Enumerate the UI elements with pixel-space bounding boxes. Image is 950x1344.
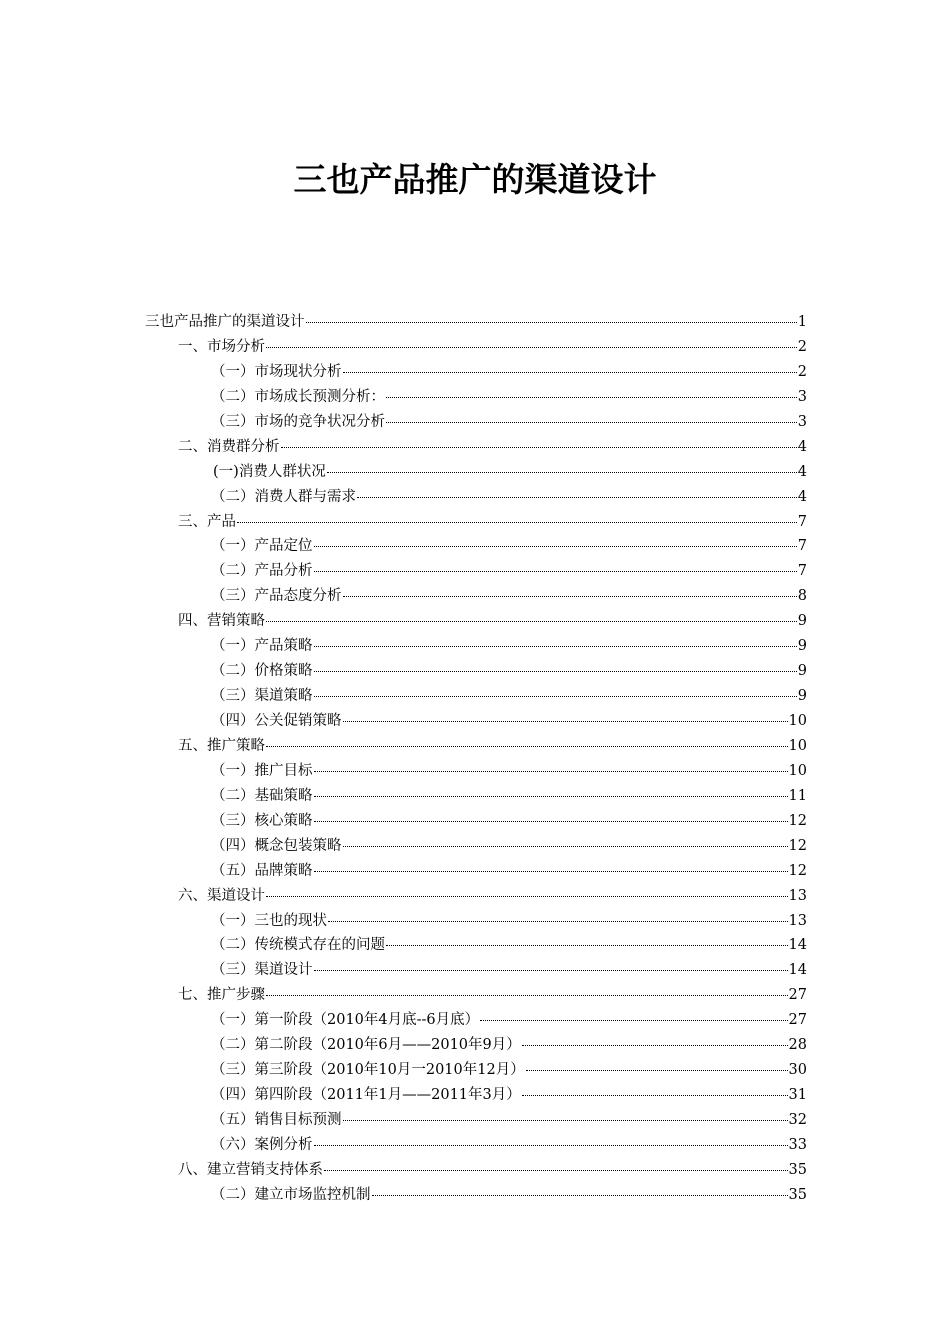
toc-entry-label: 二、消费群分析 bbox=[178, 438, 280, 455]
toc-entry-label: （四）公关促销策略 bbox=[211, 713, 342, 729]
toc-entry[interactable] bbox=[145, 485, 807, 510]
toc-dot-leader bbox=[314, 646, 797, 647]
toc-entry-label: （二）消费人群与需求 bbox=[211, 488, 356, 505]
toc-dot-leader bbox=[522, 1045, 788, 1046]
toc-entry-page-number: 12 bbox=[788, 862, 807, 879]
toc-entry-page-number: 10 bbox=[788, 762, 807, 779]
toc-entry[interactable] bbox=[145, 534, 807, 559]
toc-entry-label: （四）概念包装策略 bbox=[211, 837, 342, 854]
toc-entry[interactable] bbox=[145, 1058, 807, 1083]
toc-entry-label: 一、市场分析 bbox=[178, 338, 265, 355]
toc-entry[interactable] bbox=[145, 909, 807, 934]
toc-entry-label: （三）渠道策略 bbox=[211, 688, 313, 705]
toc-entry[interactable] bbox=[145, 734, 807, 759]
toc-entry[interactable] bbox=[145, 684, 807, 709]
toc-dot-leader bbox=[526, 1070, 788, 1071]
toc-dot-leader bbox=[237, 522, 797, 523]
toc-dot-leader bbox=[314, 696, 797, 697]
toc-dot-leader bbox=[328, 921, 788, 922]
toc-entry[interactable] bbox=[145, 859, 807, 884]
toc-entry-label: （一）产品定位 bbox=[211, 538, 313, 555]
toc-entry[interactable] bbox=[145, 510, 807, 535]
toc-entry-label: （二）基础策略 bbox=[211, 787, 313, 804]
toc-dot-leader bbox=[314, 1145, 788, 1146]
toc-dot-leader bbox=[266, 746, 788, 747]
toc-entry-page-number: 7 bbox=[797, 538, 807, 555]
toc-entry-page-number: 27 bbox=[788, 987, 807, 1004]
toc-entry[interactable] bbox=[145, 784, 807, 809]
toc-entry-page-number: 7 bbox=[797, 513, 807, 530]
toc-entry[interactable] bbox=[145, 335, 807, 360]
toc-entry-page-number: 27 bbox=[788, 1012, 807, 1029]
toc-entry-page-number: 14 bbox=[788, 937, 807, 954]
toc-entry[interactable] bbox=[145, 1108, 807, 1133]
toc-dot-leader bbox=[386, 945, 788, 946]
toc-entry-label: 七、推广步骤 bbox=[178, 987, 265, 1004]
toc-entry[interactable] bbox=[145, 1133, 807, 1158]
toc-entry[interactable] bbox=[145, 1008, 807, 1033]
toc-entry[interactable] bbox=[145, 759, 807, 784]
toc-dot-leader bbox=[386, 422, 797, 423]
toc-entry-page-number: 35 bbox=[788, 1186, 807, 1203]
page-title: 三也产品推广的渠道设计 bbox=[293, 160, 657, 199]
toc-entry[interactable] bbox=[145, 933, 807, 958]
toc-entry-page-number: 32 bbox=[788, 1112, 807, 1128]
toc-entry-page-number: 28 bbox=[788, 1037, 807, 1054]
toc-entry-label: （二）产品分析 bbox=[211, 563, 313, 580]
toc-entry-label: （一）推广目标 bbox=[211, 762, 313, 779]
toc-entry-label: 六、渠道设计 bbox=[178, 887, 265, 904]
toc-entry[interactable] bbox=[145, 809, 807, 834]
toc-entry-label: （一）三也的现状 bbox=[211, 912, 327, 929]
toc-entry-label: （一）第一阶段（2010年4月底--6月底） bbox=[211, 1012, 480, 1029]
toc-entry[interactable] bbox=[145, 310, 807, 335]
toc-entry-page-number: 35 bbox=[788, 1161, 807, 1178]
toc-entry-label: （一）市场现状分析 bbox=[211, 363, 342, 380]
toc-dot-leader bbox=[314, 970, 788, 971]
toc-entry-label: 五、推广策略 bbox=[178, 737, 265, 754]
toc-entry-page-number: 30 bbox=[788, 1062, 807, 1079]
toc-entry[interactable] bbox=[145, 1083, 807, 1108]
toc-entry-label: （二）第二阶段（2010年6月——2010年9月） bbox=[211, 1037, 521, 1054]
toc-entry[interactable] bbox=[145, 958, 807, 983]
toc-entry-page-number: 9 bbox=[797, 663, 807, 680]
toc-entry[interactable] bbox=[145, 834, 807, 859]
toc-entry-page-number: 8 bbox=[797, 588, 807, 605]
toc-entry[interactable] bbox=[145, 609, 807, 634]
toc-dot-leader bbox=[327, 472, 797, 473]
toc-entry-page-number: 4 bbox=[797, 438, 807, 455]
toc-entry-label: （三）第三阶段（2010年10月一2010年12月） bbox=[211, 1062, 525, 1079]
toc-dot-leader bbox=[266, 995, 788, 996]
toc-entry-page-number: 2 bbox=[797, 363, 807, 380]
toc-dot-leader bbox=[266, 896, 788, 897]
toc-entry-label: （五）销售目标预测 bbox=[211, 1112, 342, 1128]
toc-entry[interactable] bbox=[145, 360, 807, 385]
toc-dot-leader bbox=[343, 721, 788, 722]
toc-dot-leader bbox=[314, 771, 788, 772]
toc-entry-label: （三）产品态度分析 bbox=[211, 588, 342, 605]
toc-entry[interactable] bbox=[145, 385, 807, 410]
toc-dot-leader bbox=[386, 397, 797, 398]
toc-entry-page-number: 4 bbox=[797, 463, 807, 480]
table-of-contents bbox=[145, 310, 807, 1208]
toc-dot-leader bbox=[343, 846, 788, 847]
toc-entry-label: （二）传统模式存在的问题 bbox=[211, 937, 385, 954]
toc-dot-leader bbox=[281, 447, 797, 448]
toc-dot-leader bbox=[266, 621, 797, 622]
toc-dot-leader bbox=[522, 1095, 788, 1096]
toc-entry-page-number: 9 bbox=[797, 638, 807, 655]
toc-dot-leader bbox=[324, 1170, 788, 1171]
toc-entry-label: （一）产品策略 bbox=[211, 638, 313, 655]
toc-entry-label: （三）核心策略 bbox=[211, 812, 313, 829]
toc-entry[interactable] bbox=[145, 709, 807, 734]
toc-entry[interactable] bbox=[145, 460, 807, 485]
toc-entry-page-number: 11 bbox=[788, 787, 807, 804]
toc-entry-page-number: 12 bbox=[788, 837, 807, 854]
toc-dot-leader bbox=[266, 347, 797, 348]
toc-entry[interactable] bbox=[145, 559, 807, 584]
toc-dot-leader bbox=[480, 1020, 787, 1021]
toc-dot-leader bbox=[343, 372, 797, 373]
toc-entry-label: （二）建立市场监控机制 bbox=[211, 1186, 371, 1203]
toc-entry[interactable] bbox=[145, 435, 807, 460]
toc-entry-page-number: 7 bbox=[797, 563, 807, 580]
toc-entry-page-number: 10 bbox=[788, 737, 807, 754]
toc-entry[interactable] bbox=[145, 1033, 807, 1058]
toc-dot-leader bbox=[314, 821, 788, 822]
toc-dot-leader bbox=[357, 497, 797, 498]
toc-entry-page-number: 10 bbox=[788, 713, 807, 729]
toc-entry-label: 三、产品 bbox=[178, 513, 236, 530]
toc-entry[interactable] bbox=[145, 983, 807, 1008]
toc-entry-page-number: 33 bbox=[788, 1136, 807, 1153]
toc-dot-leader bbox=[343, 1120, 788, 1121]
toc-dot-leader bbox=[314, 796, 788, 797]
toc-dot-leader bbox=[314, 571, 797, 572]
toc-entry[interactable] bbox=[145, 634, 807, 659]
toc-entry-page-number: 2 bbox=[797, 338, 807, 355]
toc-entry-label: （五）品牌策略 bbox=[211, 862, 313, 879]
toc-entry-page-number: 31 bbox=[788, 1087, 807, 1104]
toc-entry-page-number: 13 bbox=[788, 887, 807, 904]
toc-entry-label: （二）市场成长预测分析： bbox=[211, 388, 385, 405]
toc-entry-label: 三也产品推广的渠道设计 bbox=[145, 314, 305, 330]
toc-entry-label: （三）渠道设计 bbox=[211, 962, 313, 979]
toc-entry-page-number: 4 bbox=[797, 488, 807, 505]
toc-dot-leader bbox=[314, 546, 797, 547]
toc-entry-label: (一)消费人群状况 bbox=[213, 463, 326, 480]
toc-entry[interactable] bbox=[145, 659, 807, 684]
toc-entry-page-number: 9 bbox=[797, 613, 807, 630]
toc-dot-leader bbox=[372, 1195, 788, 1196]
toc-entry-label: （六）案例分析 bbox=[211, 1136, 313, 1153]
toc-dot-leader bbox=[343, 596, 797, 597]
toc-entry[interactable] bbox=[145, 584, 807, 609]
toc-entry-page-number: 14 bbox=[788, 962, 807, 979]
toc-entry-page-number: 13 bbox=[788, 912, 807, 929]
toc-entry-label: 四、营销策略 bbox=[178, 613, 265, 630]
toc-entry-label: （三）市场的竞争状况分析 bbox=[211, 413, 385, 430]
toc-entry-label: （四）第四阶段（2011年1月——2011年3月） bbox=[211, 1087, 521, 1104]
toc-entry[interactable] bbox=[145, 1183, 807, 1208]
toc-entry-label: （二）价格策略 bbox=[211, 663, 313, 680]
toc-dot-leader bbox=[314, 871, 788, 872]
toc-entry-page-number: 12 bbox=[788, 812, 807, 829]
toc-entry[interactable] bbox=[145, 1158, 807, 1183]
toc-dot-leader bbox=[314, 671, 797, 672]
toc-entry[interactable] bbox=[145, 884, 807, 909]
toc-entry-page-number: 3 bbox=[797, 413, 807, 430]
toc-entry[interactable] bbox=[145, 410, 807, 435]
toc-dot-leader bbox=[306, 322, 797, 323]
toc-entry-label: 八、建立营销支持体系 bbox=[178, 1161, 323, 1178]
toc-entry-page-number: 1 bbox=[797, 314, 807, 330]
toc-entry-page-number: 9 bbox=[797, 688, 807, 705]
toc-entry-page-number: 3 bbox=[797, 388, 807, 405]
